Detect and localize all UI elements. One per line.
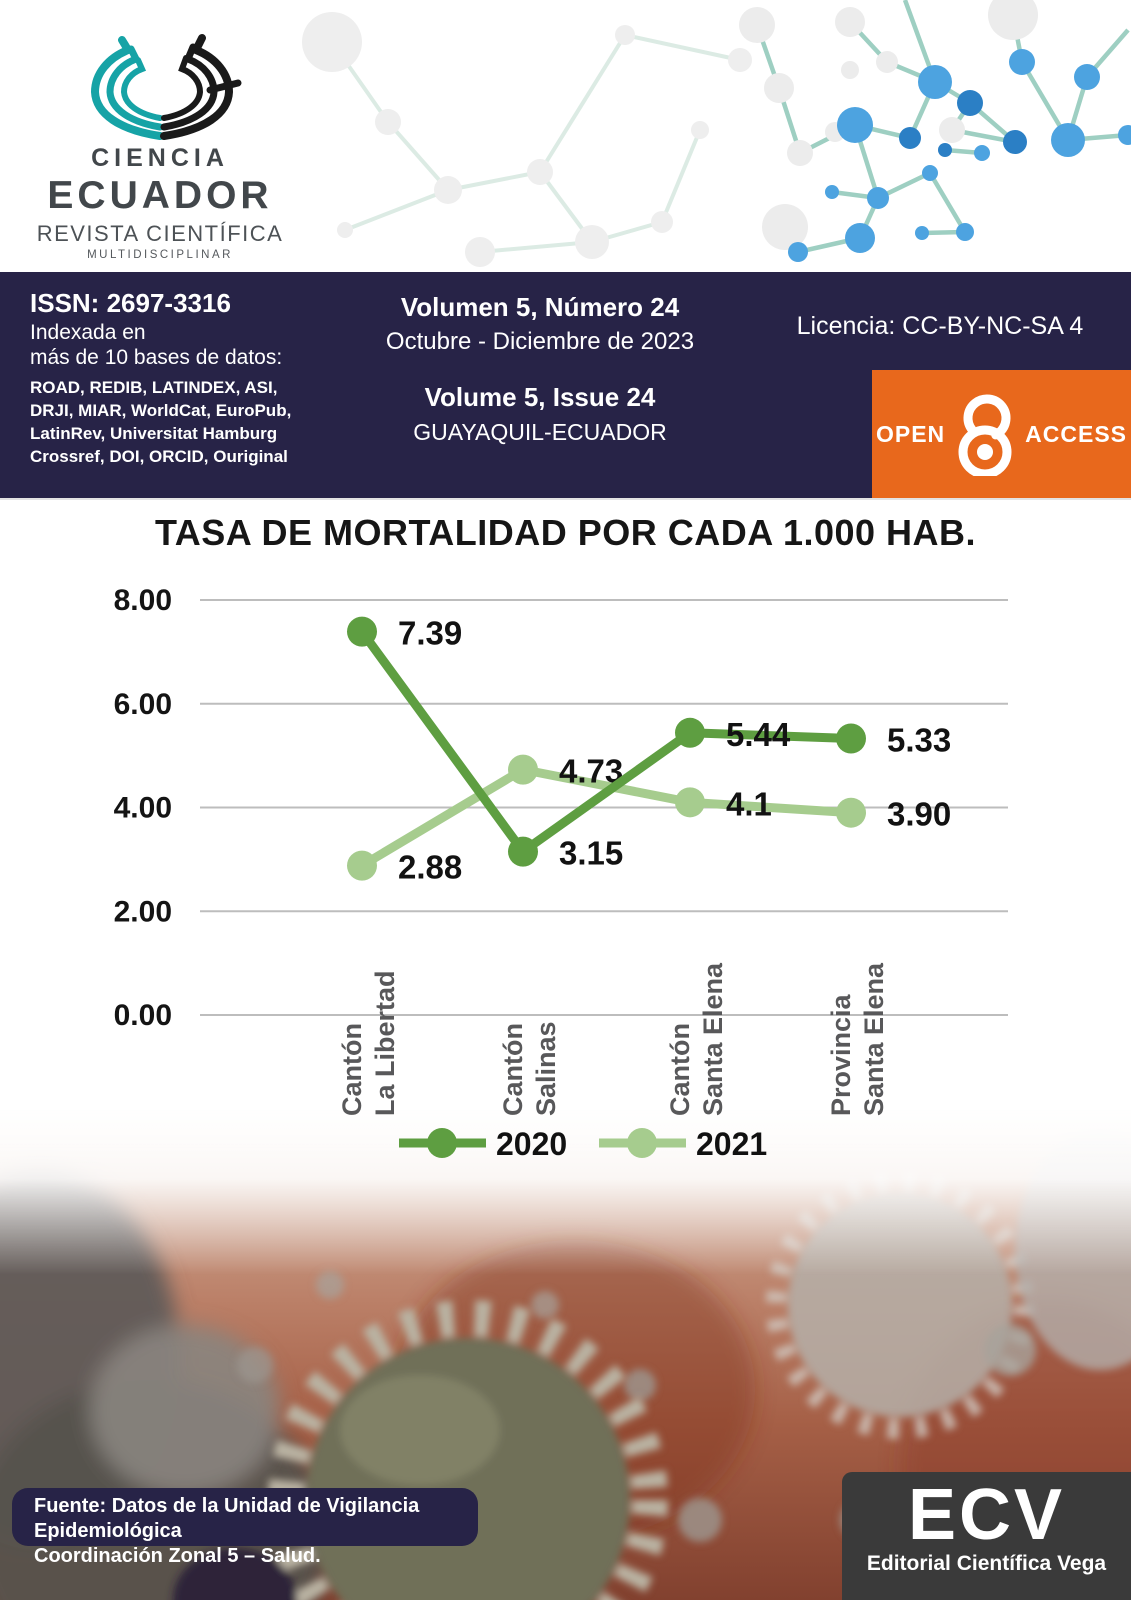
- volume-info: [330, 292, 750, 446]
- svg-text:8.00: 8.00: [113, 584, 172, 617]
- header: [0, 0, 1131, 272]
- database-line: Crossref, DOI, ORCID, Ouriginal: [30, 447, 288, 466]
- publisher-abbr: ECV: [907, 1475, 1066, 1555]
- source-note: [12, 1488, 478, 1567]
- database-line: ROAD, REDIB, LATINDEX, ASI,: [30, 378, 278, 397]
- svg-text:5.33: 5.33: [887, 721, 952, 759]
- logo-title-line2: ECUADOR: [47, 174, 273, 217]
- svg-text:4.73: 4.73: [559, 752, 624, 790]
- svg-text:Cantón: Cantón: [337, 1023, 367, 1116]
- open-book-logo-icon: [62, 26, 262, 146]
- issue-info-band: [0, 272, 1131, 500]
- source-line2: Coordinación Zonal 5 – Salud.: [34, 1545, 321, 1567]
- chart-title: TASA DE MORTALIDAD POR CADA 1.000 HAB.: [154, 512, 977, 553]
- journal-logo-text: [20, 144, 300, 261]
- period-es: Octubre - Diciembre de 2023: [385, 328, 695, 355]
- open-access-access-label: ACCESS: [1025, 420, 1128, 447]
- indexed-line2: más de 10 bases de datos:: [30, 346, 283, 369]
- svg-text:7.39: 7.39: [398, 614, 463, 652]
- svg-text:La Libertad: La Libertad: [370, 970, 400, 1116]
- source-line1: Fuente: Datos de la Unidad de Vigilancia Epidemiológica: [34, 1495, 420, 1542]
- svg-text:3.15: 3.15: [559, 834, 624, 872]
- publisher-name: Editorial Científica Vega: [866, 1552, 1107, 1575]
- svg-text:2021: 2021: [696, 1126, 768, 1162]
- open-access-open-label: OPEN: [875, 420, 946, 447]
- logo-subtitle: REVISTA CIENTÍFICA: [36, 221, 284, 246]
- svg-text:5.44: 5.44: [726, 715, 791, 753]
- volume-es: Volumen 5, Número 24: [400, 292, 680, 322]
- logo-subtitle2: MULTIDISCIPLINAR: [87, 249, 233, 261]
- svg-text:0.00: 0.00: [113, 999, 172, 1032]
- issn-label: ISSN: 2697-3316: [30, 288, 231, 318]
- svg-text:Salinas: Salinas: [531, 1021, 561, 1116]
- database-line: LatinRev, Universitat Hamburg: [30, 424, 278, 443]
- logo-title-line1: CIENCIA: [91, 144, 229, 172]
- svg-text:Cantón: Cantón: [498, 1023, 528, 1116]
- svg-text:2020: 2020: [496, 1126, 568, 1162]
- svg-text:3.90: 3.90: [887, 795, 952, 833]
- mortality-line-chart: [0, 560, 1131, 1200]
- database-list: [30, 376, 291, 468]
- blue-network-decoration: [731, 0, 1131, 266]
- svg-text:2.00: 2.00: [113, 895, 172, 929]
- open-access-lock-icon: [955, 392, 1015, 476]
- city-label: GUAYAQUIL-ECUADOR: [413, 419, 667, 445]
- svg-text:Provincia: Provincia: [826, 994, 856, 1116]
- gray-network-decoration: [260, 10, 760, 270]
- indexed-line1: Indexada en: [30, 321, 146, 344]
- svg-text:Santa Elena: Santa Elena: [698, 962, 728, 1116]
- svg-text:2.88: 2.88: [398, 848, 463, 886]
- svg-text:4.1: 4.1: [726, 785, 772, 823]
- database-line: DRJI, MIAR, WorldCat, EuroPub,: [30, 401, 292, 420]
- license-label: Licencia: CC-BY-NC-SA 4: [796, 312, 1084, 340]
- indexed-text: [30, 320, 282, 370]
- publisher-logo: [842, 1472, 1131, 1600]
- open-access-badge: [872, 370, 1131, 498]
- svg-text:6.00: 6.00: [113, 687, 172, 721]
- svg-text:Cantón: Cantón: [665, 1023, 695, 1116]
- svg-text:4.00: 4.00: [113, 791, 172, 825]
- svg-text:Santa Elena: Santa Elena: [859, 962, 889, 1116]
- volume-en: Volume 5, Issue 24: [424, 382, 656, 412]
